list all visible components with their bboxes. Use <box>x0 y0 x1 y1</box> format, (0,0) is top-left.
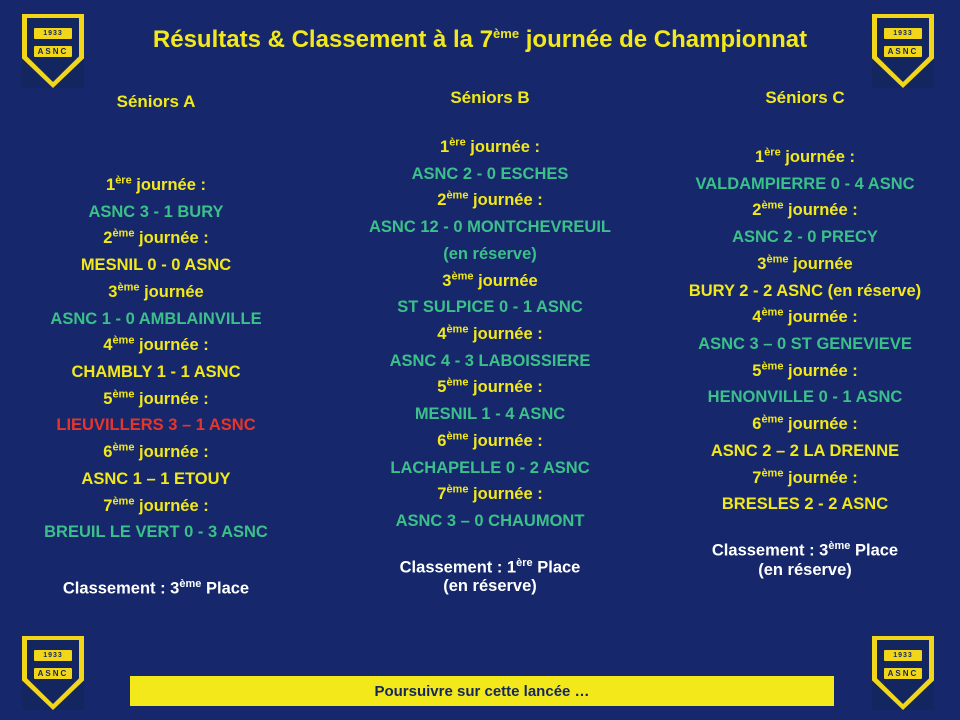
match-result: ASNC 3 – 0 ST GENEVIEVE <box>698 335 912 354</box>
matchday-number: 3 <box>757 254 767 273</box>
matchday-label <box>650 251 960 278</box>
matchday-word: journée : <box>134 496 209 515</box>
matchday-ordinal: ème <box>446 323 469 336</box>
standing-wrap-a <box>6 578 306 599</box>
match-result: ASNC 2 - 0 PRECY <box>732 228 878 247</box>
matchday-label <box>6 439 306 466</box>
matchday-word: journée : <box>134 336 209 355</box>
matchday-ordinal: ème <box>766 253 789 266</box>
page-title <box>108 26 852 54</box>
crest-club-bottom-left: ASNC <box>34 668 72 679</box>
asnc-crest-top-right <box>872 14 934 88</box>
matchday-ordinal: ère <box>115 174 132 187</box>
matchday-label <box>340 481 640 508</box>
matchday-number: 4 <box>752 308 762 327</box>
matchday-ordinal: ème <box>451 270 474 283</box>
matchday-number: 4 <box>103 336 113 355</box>
matchday-number: 2 <box>752 201 762 220</box>
matchday-word: journée : <box>783 308 858 327</box>
matchday-word: journée : <box>468 191 543 210</box>
matchday-word: journée : <box>468 378 543 397</box>
matchday-number: 2 <box>103 229 113 248</box>
matchday-word: journée : <box>783 468 858 487</box>
match-result: MESNIL 1 - 4 ASNC <box>414 405 566 424</box>
match-result: MESNIL 0 - 0 ASNC <box>80 256 232 275</box>
matchday-label <box>650 465 960 492</box>
matchday-word: journée : <box>783 201 858 220</box>
title-ordinal-suffix: ème <box>493 26 520 41</box>
crest-club-bottom-right: ASNC <box>884 668 922 679</box>
matchday-ordinal: ème <box>112 388 135 401</box>
matchday-word: journée : <box>783 415 858 434</box>
matchday-number: 5 <box>437 378 447 397</box>
matchday-word: journée : <box>468 325 543 344</box>
standing-b <box>340 557 640 578</box>
column-seniors-b <box>340 88 640 596</box>
match-result: ASNC 3 – 0 CHAUMONT <box>395 512 585 531</box>
standing-a-prefix: Classement : 3 <box>62 579 180 598</box>
standing-c <box>650 540 960 561</box>
standing-note-c: (en réserve) <box>758 560 852 579</box>
match-result: ASNC 2 - 0 ESCHES <box>411 164 569 183</box>
column-heading-a: Séniors A <box>116 92 196 111</box>
matchday-word: journée : <box>134 443 209 462</box>
match-result: ASNC 1 - 0 AMBLAINVILLE <box>50 309 262 328</box>
matchday-number: 6 <box>752 415 762 434</box>
matchday-ordinal: ème <box>446 376 469 389</box>
matchday-label <box>340 187 640 214</box>
matchday-label <box>650 411 960 438</box>
match-result: ASNC 12 - 0 MONTCHEVREUIL <box>368 218 612 237</box>
standing-a <box>6 578 306 599</box>
matchday-ordinal: ème <box>117 281 140 294</box>
matchday-label <box>6 172 306 199</box>
matchday-word: journée : <box>131 176 206 194</box>
crest-club-top-left: ASNC <box>34 46 72 57</box>
matchday-ordinal: ème <box>761 413 784 426</box>
matchday-number: 7 <box>752 468 762 487</box>
match-result: CHAMBLY 1 - 1 ASNC <box>71 363 241 382</box>
standing-b-sup: ère <box>516 556 533 569</box>
matchday-ordinal: ème <box>761 199 784 212</box>
title-suffix: journée de Championnat <box>519 26 808 53</box>
matchday-label <box>340 428 640 455</box>
match-result: LACHAPELLE 0 - 2 ASNC <box>390 458 590 477</box>
standing-a-sup: ème <box>179 578 202 591</box>
matchday-ordinal: ème <box>446 430 469 443</box>
matchday-label <box>650 358 960 385</box>
matchday-number: 1 <box>440 138 450 156</box>
matchday-word: journée <box>788 254 853 273</box>
matchday-label <box>6 493 306 520</box>
match-result: (en réserve) <box>443 244 537 263</box>
results-list-b <box>340 134 640 535</box>
matchday-word: journée : <box>783 361 858 380</box>
matchday-number: 4 <box>437 325 447 344</box>
column-seniors-a <box>6 92 306 599</box>
matchday-label <box>340 268 640 295</box>
matchday-label <box>340 374 640 401</box>
matchday-ordinal: ème <box>446 189 469 202</box>
standing-c-sup: ème <box>828 540 851 553</box>
matchday-number: 1 <box>106 176 116 194</box>
standing-b-suffix: Place <box>532 558 581 577</box>
standing-c-prefix: Classement : 3 <box>711 541 829 560</box>
matchday-number: 6 <box>437 431 447 450</box>
matchday-ordinal: ère <box>449 136 466 149</box>
matchday-number: 2 <box>437 191 447 210</box>
matchday-label <box>650 304 960 331</box>
matchday-label <box>6 386 306 413</box>
matchday-ordinal: ère <box>764 146 781 159</box>
match-result: BRESLES 2 - 2 ASNC <box>721 495 889 514</box>
matchday-word: journée : <box>465 138 540 156</box>
matchday-label <box>650 144 960 171</box>
matchday-word: journée : <box>134 229 209 248</box>
footer-banner <box>130 676 834 706</box>
matchday-number: 5 <box>103 389 113 408</box>
matchday-number: 7 <box>103 496 113 515</box>
match-result: ASNC 4 - 3 LABOISSIERE <box>389 351 591 370</box>
title-prefix: Résultats & Classement à la 7 <box>152 26 494 53</box>
standing-wrap-c <box>650 540 960 580</box>
match-result: LIEUVILLERS 3 – 1 ASNC <box>56 416 256 435</box>
match-result: ASNC 1 – 1 ETOUY <box>81 469 231 488</box>
matchday-label <box>650 197 960 224</box>
matchday-ordinal: ème <box>112 441 135 454</box>
matchday-word: journée : <box>134 389 209 408</box>
crest-year-top-right: 1933 <box>884 28 922 39</box>
results-list-a <box>6 172 306 546</box>
matchday-word: journée : <box>468 485 543 504</box>
matchday-word: journée : <box>468 431 543 450</box>
column-heading-c: Séniors C <box>765 88 845 107</box>
matchday-number: 7 <box>437 485 447 504</box>
matchday-number: 1 <box>755 148 765 166</box>
crest-year-bottom-right: 1933 <box>884 650 922 661</box>
matchday-number: 5 <box>752 361 762 380</box>
footer-text: Poursuivre sur cette lancée … <box>374 682 590 700</box>
asnc-crest-bottom-left <box>22 636 84 710</box>
matchday-label <box>6 225 306 252</box>
asnc-crest-bottom-right <box>872 636 934 710</box>
standing-a-suffix: Place <box>201 579 250 598</box>
standing-c-suffix: Place <box>850 541 899 560</box>
matchday-ordinal: ème <box>761 306 784 319</box>
asnc-crest-top-left <box>22 14 84 88</box>
column-seniors-c <box>650 88 960 580</box>
standing-note-b: (en réserve) <box>443 577 537 596</box>
matchday-label <box>6 332 306 359</box>
match-result: ST SULPICE 0 - 1 ASNC <box>397 298 583 317</box>
matchday-number: 3 <box>442 271 452 290</box>
crest-club-top-right: ASNC <box>884 46 922 57</box>
match-result: ASNC 2 – 2 LA DRENNE <box>710 441 900 460</box>
match-result: ASNC 3 - 1 BURY <box>88 202 224 221</box>
matchday-label <box>6 279 306 306</box>
matchday-ordinal: ème <box>112 227 135 240</box>
matchday-word: journée : <box>780 148 855 166</box>
matchday-word: journée <box>139 282 204 301</box>
matchday-ordinal: ème <box>761 467 784 480</box>
standing-wrap-b <box>340 557 640 597</box>
matchday-ordinal: ème <box>112 495 135 508</box>
column-heading-b: Séniors B <box>450 88 530 107</box>
matchday-ordinal: ème <box>761 360 784 373</box>
matchday-ordinal: ème <box>112 334 135 347</box>
match-result: VALDAMPIERRE 0 - 4 ASNC <box>695 174 915 193</box>
matchday-number: 3 <box>108 282 118 301</box>
match-result: HENONVILLE 0 - 1 ASNC <box>707 388 903 407</box>
standing-b-prefix: Classement : 1 <box>399 558 517 577</box>
match-result: BREUIL LE VERT 0 - 3 ASNC <box>44 523 268 542</box>
matchday-label <box>340 321 640 348</box>
match-result: BURY 2 - 2 ASNC (en réserve) <box>688 281 922 300</box>
matchday-word: journée <box>473 271 538 290</box>
results-list-c <box>650 144 960 518</box>
matchday-number: 6 <box>103 443 113 462</box>
matchday-ordinal: ème <box>446 483 469 496</box>
matchday-label <box>340 134 640 161</box>
crest-year-top-left: 1933 <box>34 28 72 39</box>
crest-year-bottom-left: 1933 <box>34 650 72 661</box>
